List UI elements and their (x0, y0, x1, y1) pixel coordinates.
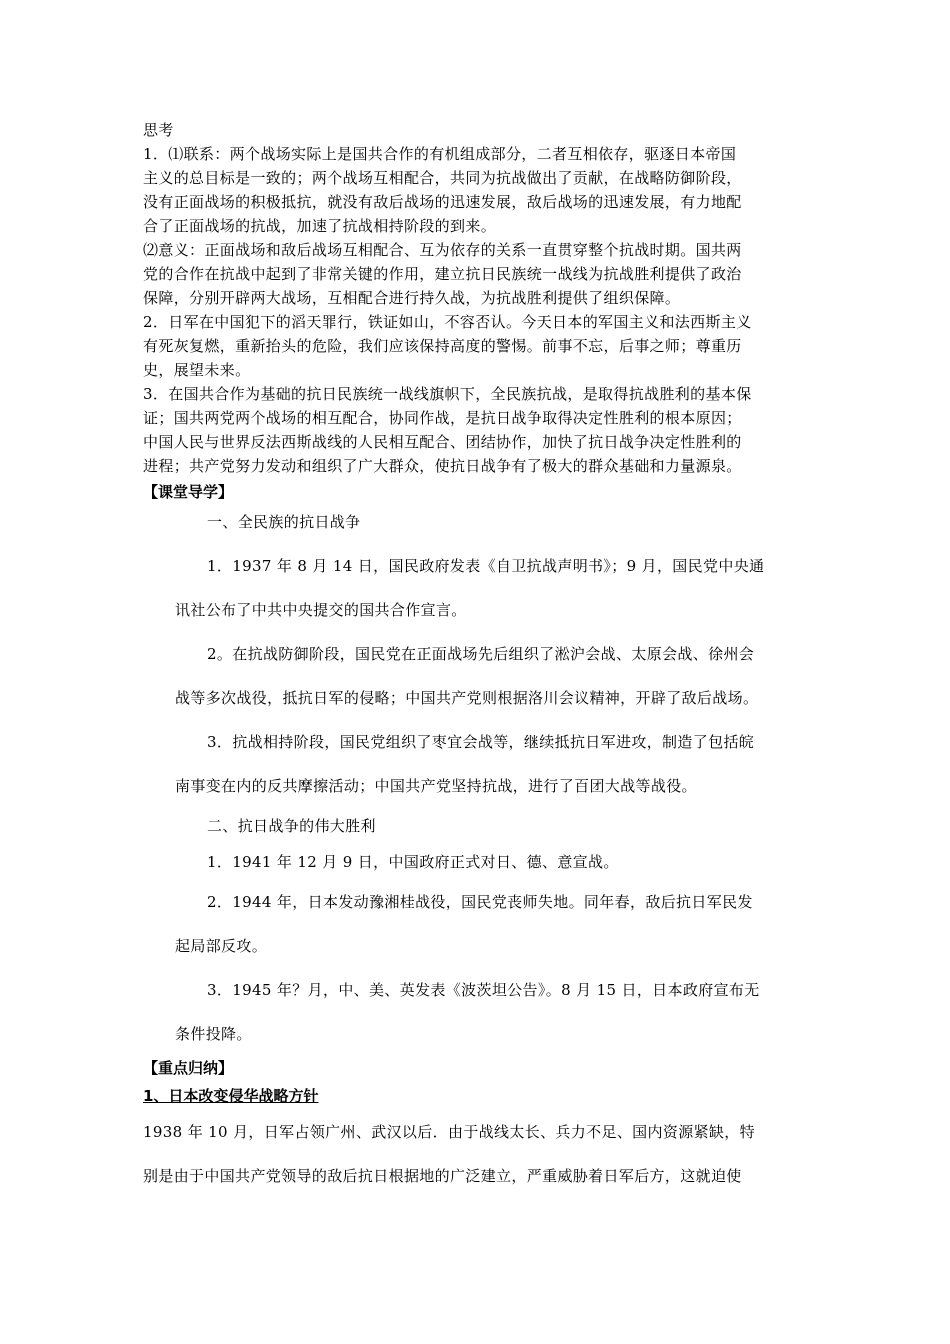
classroom-section (143, 500, 807, 1056)
thinking-line: 中国人民与世界反法西斯战线的人民相互配合、团结协作，加快了抗日战争决定性胜利的 (143, 433, 742, 451)
part2-item-line: 条件投降。 (175, 1025, 252, 1043)
thinking-line: 主义的总目标是一致的；两个战场互相配合，共同为抗战做出了贡献，在战略防御阶段， (143, 169, 742, 187)
thinking-line: 保障，分别开辟两大战场，互相配合进行持久战，为抗战胜利提供了组织保障。 (143, 289, 681, 307)
thinking-line: 1．⑴联系：两个战场实际上是国共合作的有机组成部分，二者互相依存，驱逐日本帝国 (143, 145, 737, 163)
part1-item-line: 1．1937 年 8 月 14 日，国民政府发表《自卫抗战声明书》；9 月，国民党中央通 (207, 557, 765, 575)
thinking-title: 思考 (143, 121, 174, 139)
part2-item-line: 起局部反攻。 (175, 937, 268, 955)
part1-item-line: 战等多次战役，抵抗日军的侵略；中国共产党则根据洛川会议精神，开辟了敌后战场。 (175, 689, 759, 707)
summary-line: 1938 年 10 月，日军占领广州、武汉以后．由于战线太长、兵力不足、国内资源紧缺，特 (143, 1123, 755, 1141)
classroom-heading: 【课堂导学】 (143, 483, 234, 501)
thinking-line: 史，展望未来。 (143, 361, 251, 379)
thinking-line: 有死灰复燃，重新抬头的危险，我们应该保持高度的警惕。前事不忘，后事之师；尊重历 (143, 337, 742, 355)
part2-item-line: 3．1945 年？月，中、美、英发表《波茨坦公告》。8 月 15 日，日本政府宣布无 (207, 981, 760, 999)
thinking-line: 证；国共两党两个战场的相互配合，协同作战，是抗日战争取得决定性胜利的根本原因； (143, 409, 742, 427)
thinking-line: 没有正面战场的积极抵抗，就没有敌后战场的迅速发展，敌后战场的迅速发展，有力地配 (143, 193, 742, 211)
thinking-line: 进程；共产党努力发动和组织了广大群众，使抗日战争有了极大的群众基础和力量源泉。 (143, 457, 742, 475)
summary-heading: 【重点归纳】 (143, 1059, 234, 1077)
part2-item-line: 2．1944 年，日本发动豫湘桂战役，国民党丧师失地。同年春，敌后抗日军民发 (207, 893, 753, 911)
part2-title: 二、抗日战争的伟大胜利 (207, 817, 376, 835)
summary-subtitle: 1、日本改变侵华战略方针 (143, 1087, 319, 1105)
part1-item-line: 3．抗战相持阶段，国民党组织了枣宜会战等，继续抵抗日军进攻，制造了包括皖 (207, 733, 755, 751)
thinking-line: 3．在国共合作为基础的抗日民族统一战线旗帜下，全民族抗战，是取得抗战胜利的基本保 (143, 385, 752, 403)
summary-line: 别是由于中国共产党领导的敌后抗日根据地的广泛建立，严重威胁着日军后方，这就迫使 (143, 1167, 742, 1185)
part1-item-line: 2。在抗战防御阶段，国民党在正面战场先后组织了淞沪会战、太原会战、徐州会 (207, 645, 755, 663)
thinking-answers (143, 142, 807, 478)
document-page (143, 118, 807, 1198)
thinking-line: 合了正面战场的抗战，加速了抗战相持阶段的到来。 (143, 217, 497, 235)
part1-item-line: 南事变在内的反共摩擦活动；中国共产党坚持抗战，进行了百团大战等战役。 (175, 777, 697, 795)
thinking-line: ⑵意义：正面战场和敌后战场互相配合、互为依存的关系一直贯穿整个抗战时期。国共两 (143, 241, 742, 259)
thinking-line: 2．日军在中国犯下的滔天罪行，铁证如山，不容否认。今天日本的军国主义和法西斯主义 (143, 313, 752, 331)
summary-body (143, 1110, 807, 1198)
part1-item-line: 讯社公布了中共中央提交的国共合作宣言。 (175, 601, 467, 619)
part2-item-line: 1．1941 年 12 月 9 日，中国政府正式对日、德、意宣战。 (207, 853, 619, 871)
thinking-line: 党的合作在抗战中起到了非常关键的作用，建立抗日民族统一战线为抗战胜利提供了政治 (143, 265, 742, 283)
part1-title: 一、全民族的抗日战争 (207, 513, 361, 531)
